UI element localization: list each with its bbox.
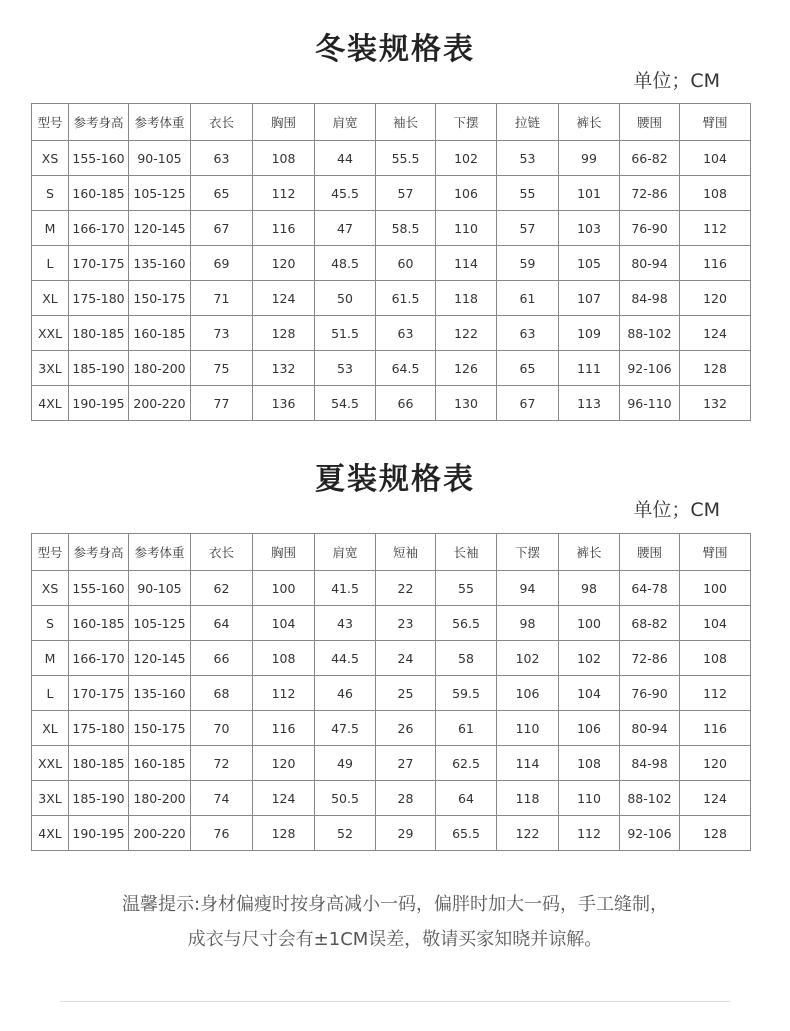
column-header: 裤长 <box>559 534 620 571</box>
column-header: 肩宽 <box>315 534 376 571</box>
table-cell: 106 <box>436 176 497 211</box>
table-cell: 92-106 <box>620 351 680 386</box>
table-cell: 90-105 <box>129 571 191 606</box>
table-cell: 98 <box>497 606 559 641</box>
column-header: 腰围 <box>620 534 680 571</box>
table-row <box>32 676 751 711</box>
table-cell: 105-125 <box>129 176 191 211</box>
table-cell: 80-94 <box>620 711 680 746</box>
column-header: 短袖 <box>376 534 436 571</box>
table-row <box>32 176 751 211</box>
table-cell: 68-82 <box>620 606 680 641</box>
table-cell: 76 <box>191 816 253 851</box>
table-cell: 108 <box>680 641 751 676</box>
table-cell: 64 <box>191 606 253 641</box>
table-cell: 55 <box>436 571 497 606</box>
table-cell: 124 <box>253 281 315 316</box>
table-cell: 160-185 <box>69 606 129 641</box>
table-cell: 23 <box>376 606 436 641</box>
column-header: 拉链 <box>497 104 559 141</box>
summer-unit-label: 单位；CM <box>633 499 720 521</box>
column-header: 下摆 <box>436 104 497 141</box>
column-header: 型号 <box>32 534 69 571</box>
table-cell: 200-220 <box>129 816 191 851</box>
table-cell: 175-180 <box>69 281 129 316</box>
table-cell: 43 <box>315 606 376 641</box>
table-cell: 72-86 <box>620 641 680 676</box>
table-cell: 66 <box>376 386 436 421</box>
table-cell: 57 <box>497 211 559 246</box>
table-cell: 120 <box>253 746 315 781</box>
table-cell: 120-145 <box>129 641 191 676</box>
table-cell: 104 <box>559 676 620 711</box>
table-row <box>32 606 751 641</box>
table-cell: 108 <box>253 141 315 176</box>
table-row <box>32 246 751 281</box>
table-cell: 128 <box>253 816 315 851</box>
table-row <box>32 281 751 316</box>
table-cell: 122 <box>436 316 497 351</box>
table-cell: 132 <box>680 386 751 421</box>
table-row <box>32 211 751 246</box>
table-cell: 65 <box>497 351 559 386</box>
table-cell: 103 <box>559 211 620 246</box>
table-cell: 170-175 <box>69 676 129 711</box>
table-cell: 135-160 <box>129 676 191 711</box>
table-cell: 98 <box>559 571 620 606</box>
table-row <box>32 711 751 746</box>
table-cell: 25 <box>376 676 436 711</box>
table-cell: 48.5 <box>315 246 376 281</box>
table-cell: 155-160 <box>69 141 129 176</box>
column-header: 参考身高 <box>69 104 129 141</box>
table-cell: 63 <box>497 316 559 351</box>
table-row <box>32 571 751 606</box>
table-cell: 100 <box>559 606 620 641</box>
table-cell: 120 <box>680 746 751 781</box>
table-cell: 160-185 <box>129 746 191 781</box>
table-cell: 94 <box>497 571 559 606</box>
table-cell: 84-98 <box>620 746 680 781</box>
table-cell: 111 <box>559 351 620 386</box>
table-cell: L <box>32 676 69 711</box>
table-cell: 49 <box>315 746 376 781</box>
table-cell: 73 <box>191 316 253 351</box>
table-cell: 28 <box>376 781 436 816</box>
table-cell: S <box>32 176 69 211</box>
table-cell: XS <box>32 141 69 176</box>
column-header: 裤长 <box>559 104 620 141</box>
table-cell: 74 <box>191 781 253 816</box>
table-cell: XL <box>32 711 69 746</box>
table-cell: 88-102 <box>620 316 680 351</box>
table-cell: 114 <box>436 246 497 281</box>
table-cell: 61 <box>497 281 559 316</box>
table-row <box>32 746 751 781</box>
table-cell: 116 <box>680 246 751 281</box>
table-row <box>32 316 751 351</box>
table-cell: 84-98 <box>620 281 680 316</box>
table-cell: 101 <box>559 176 620 211</box>
table-cell: 180-200 <box>129 781 191 816</box>
table-cell: 53 <box>497 141 559 176</box>
summer-title: 夏装规格表 <box>315 462 475 497</box>
table-cell: 52 <box>315 816 376 851</box>
table-cell: 50 <box>315 281 376 316</box>
table-cell: XXL <box>32 746 69 781</box>
table-cell: 69 <box>191 246 253 281</box>
table-cell: 63 <box>376 316 436 351</box>
table-cell: 126 <box>436 351 497 386</box>
table-cell: 110 <box>559 781 620 816</box>
table-cell: 118 <box>436 281 497 316</box>
column-header: 腰围 <box>620 104 680 141</box>
table-cell: 160-185 <box>69 176 129 211</box>
table-cell: 132 <box>253 351 315 386</box>
table-cell: 108 <box>680 176 751 211</box>
table-cell: 128 <box>680 816 751 851</box>
winter-size-table <box>31 103 751 421</box>
table-cell: M <box>32 641 69 676</box>
table-cell: 3XL <box>32 781 69 816</box>
table-cell: 58.5 <box>376 211 436 246</box>
table-cell: 57 <box>376 176 436 211</box>
table-cell: 180-185 <box>69 746 129 781</box>
table-cell: 66 <box>191 641 253 676</box>
table-cell: 67 <box>497 386 559 421</box>
table-cell: 90-105 <box>129 141 191 176</box>
table-cell: 99 <box>559 141 620 176</box>
table-cell: 110 <box>436 211 497 246</box>
table-cell: 76-90 <box>620 211 680 246</box>
table-cell: 180-200 <box>129 351 191 386</box>
table-cell: 105-125 <box>129 606 191 641</box>
table-cell: 72-86 <box>620 176 680 211</box>
summer-size-table <box>31 533 751 851</box>
table-cell: 70 <box>191 711 253 746</box>
table-cell: 102 <box>559 641 620 676</box>
table-cell: 80-94 <box>620 246 680 281</box>
table-cell: 65.5 <box>436 816 497 851</box>
table-cell: 128 <box>253 316 315 351</box>
table-cell: 58 <box>436 641 497 676</box>
table-cell: 100 <box>680 571 751 606</box>
column-header: 参考体重 <box>129 534 191 571</box>
table-cell: 41.5 <box>315 571 376 606</box>
table-cell: 3XL <box>32 351 69 386</box>
table-cell: 24 <box>376 641 436 676</box>
table-cell: 54.5 <box>315 386 376 421</box>
column-header: 衣长 <box>191 104 253 141</box>
table-row <box>32 351 751 386</box>
table-cell: 62.5 <box>436 746 497 781</box>
table-cell: 116 <box>680 711 751 746</box>
table-cell: 112 <box>253 176 315 211</box>
table-cell: 92-106 <box>620 816 680 851</box>
table-cell: 107 <box>559 281 620 316</box>
table-cell: 170-175 <box>69 246 129 281</box>
table-cell: 200-220 <box>129 386 191 421</box>
table-cell: 96-110 <box>620 386 680 421</box>
table-cell: 67 <box>191 211 253 246</box>
table-cell: 124 <box>680 316 751 351</box>
table-cell: 4XL <box>32 386 69 421</box>
table-cell: 185-190 <box>69 351 129 386</box>
table-cell: 60 <box>376 246 436 281</box>
table-cell: 27 <box>376 746 436 781</box>
table-cell: 120-145 <box>129 211 191 246</box>
table-cell: 104 <box>680 141 751 176</box>
table-cell: 155-160 <box>69 571 129 606</box>
table-row <box>32 141 751 176</box>
table-cell: 109 <box>559 316 620 351</box>
table-cell: 120 <box>680 281 751 316</box>
table-cell: 150-175 <box>129 281 191 316</box>
table-cell: 124 <box>253 781 315 816</box>
table-cell: 59.5 <box>436 676 497 711</box>
column-header: 胸围 <box>253 104 315 141</box>
column-header: 肩宽 <box>315 104 376 141</box>
table-cell: 71 <box>191 281 253 316</box>
table-cell: 102 <box>436 141 497 176</box>
table-cell: 128 <box>680 351 751 386</box>
table-cell: 113 <box>559 386 620 421</box>
table-cell: 46 <box>315 676 376 711</box>
table-cell: 55 <box>497 176 559 211</box>
table-cell: 29 <box>376 816 436 851</box>
table-header-row <box>32 534 751 571</box>
table-row <box>32 816 751 851</box>
table-cell: 135-160 <box>129 246 191 281</box>
table-cell: 190-195 <box>69 386 129 421</box>
column-header: 臂围 <box>680 104 751 141</box>
table-cell: 175-180 <box>69 711 129 746</box>
table-cell: 150-175 <box>129 711 191 746</box>
table-cell: 4XL <box>32 816 69 851</box>
table-cell: 44.5 <box>315 641 376 676</box>
column-header: 胸围 <box>253 534 315 571</box>
table-cell: 166-170 <box>69 641 129 676</box>
table-cell: 61 <box>436 711 497 746</box>
table-cell: 55.5 <box>376 141 436 176</box>
table-cell: 180-185 <box>69 316 129 351</box>
table-cell: L <box>32 246 69 281</box>
table-cell: 88-102 <box>620 781 680 816</box>
column-header: 长袖 <box>436 534 497 571</box>
table-cell: 61.5 <box>376 281 436 316</box>
tip-line-1: 温馨提示:身材偏瘦时按身高减小一码，偏胖时加大一码，手工缝制， <box>121 894 669 915</box>
table-cell: 122 <box>497 816 559 851</box>
table-row <box>32 386 751 421</box>
table-cell: 62 <box>191 571 253 606</box>
column-header: 袖长 <box>376 104 436 141</box>
table-cell: 160-185 <box>129 316 191 351</box>
table-row <box>32 641 751 676</box>
winter-title: 冬装规格表 <box>315 32 475 67</box>
table-cell: 112 <box>680 676 751 711</box>
table-cell: 47 <box>315 211 376 246</box>
table-header-row <box>32 104 751 141</box>
table-cell: 64 <box>436 781 497 816</box>
table-cell: XXL <box>32 316 69 351</box>
table-cell: 166-170 <box>69 211 129 246</box>
table-cell: 110 <box>497 711 559 746</box>
tip-line-2: 成衣与尺寸会有±1CM误差，敬请买家知晓并谅解。 <box>187 929 603 950</box>
table-cell: 59 <box>497 246 559 281</box>
column-header: 型号 <box>32 104 69 141</box>
table-cell: 76-90 <box>620 676 680 711</box>
table-cell: 136 <box>253 386 315 421</box>
table-cell: 22 <box>376 571 436 606</box>
table-cell: 105 <box>559 246 620 281</box>
table-cell: 185-190 <box>69 781 129 816</box>
table-cell: 106 <box>559 711 620 746</box>
table-cell: 50.5 <box>315 781 376 816</box>
table-cell: 100 <box>253 571 315 606</box>
table-cell: 64.5 <box>376 351 436 386</box>
table-cell: 118 <box>497 781 559 816</box>
table-cell: 44 <box>315 141 376 176</box>
footer-divider <box>60 1001 730 1002</box>
table-cell: 77 <box>191 386 253 421</box>
table-cell: 66-82 <box>620 141 680 176</box>
table-cell: 53 <box>315 351 376 386</box>
table-cell: 102 <box>497 641 559 676</box>
table-cell: 112 <box>253 676 315 711</box>
table-cell: 104 <box>253 606 315 641</box>
table-cell: 116 <box>253 211 315 246</box>
table-cell: 65 <box>191 176 253 211</box>
table-cell: 114 <box>497 746 559 781</box>
table-cell: 68 <box>191 676 253 711</box>
table-cell: 56.5 <box>436 606 497 641</box>
table-cell: 120 <box>253 246 315 281</box>
table-cell: 75 <box>191 351 253 386</box>
table-cell: 108 <box>559 746 620 781</box>
table-cell: 63 <box>191 141 253 176</box>
table-cell: 116 <box>253 711 315 746</box>
table-cell: 72 <box>191 746 253 781</box>
column-header: 衣长 <box>191 534 253 571</box>
column-header: 下摆 <box>497 534 559 571</box>
table-cell: S <box>32 606 69 641</box>
table-cell: 64-78 <box>620 571 680 606</box>
table-cell: 130 <box>436 386 497 421</box>
table-cell: 190-195 <box>69 816 129 851</box>
table-cell: 108 <box>253 641 315 676</box>
column-header: 臂围 <box>680 534 751 571</box>
table-cell: 26 <box>376 711 436 746</box>
winter-unit-label: 单位；CM <box>633 70 720 92</box>
table-cell: 45.5 <box>315 176 376 211</box>
table-cell: 47.5 <box>315 711 376 746</box>
table-cell: XS <box>32 571 69 606</box>
table-cell: 51.5 <box>315 316 376 351</box>
table-cell: XL <box>32 281 69 316</box>
table-cell: 112 <box>680 211 751 246</box>
table-cell: M <box>32 211 69 246</box>
column-header: 参考体重 <box>129 104 191 141</box>
table-cell: 104 <box>680 606 751 641</box>
table-cell: 106 <box>497 676 559 711</box>
column-header: 参考身高 <box>69 534 129 571</box>
table-cell: 112 <box>559 816 620 851</box>
table-cell: 124 <box>680 781 751 816</box>
table-row <box>32 781 751 816</box>
